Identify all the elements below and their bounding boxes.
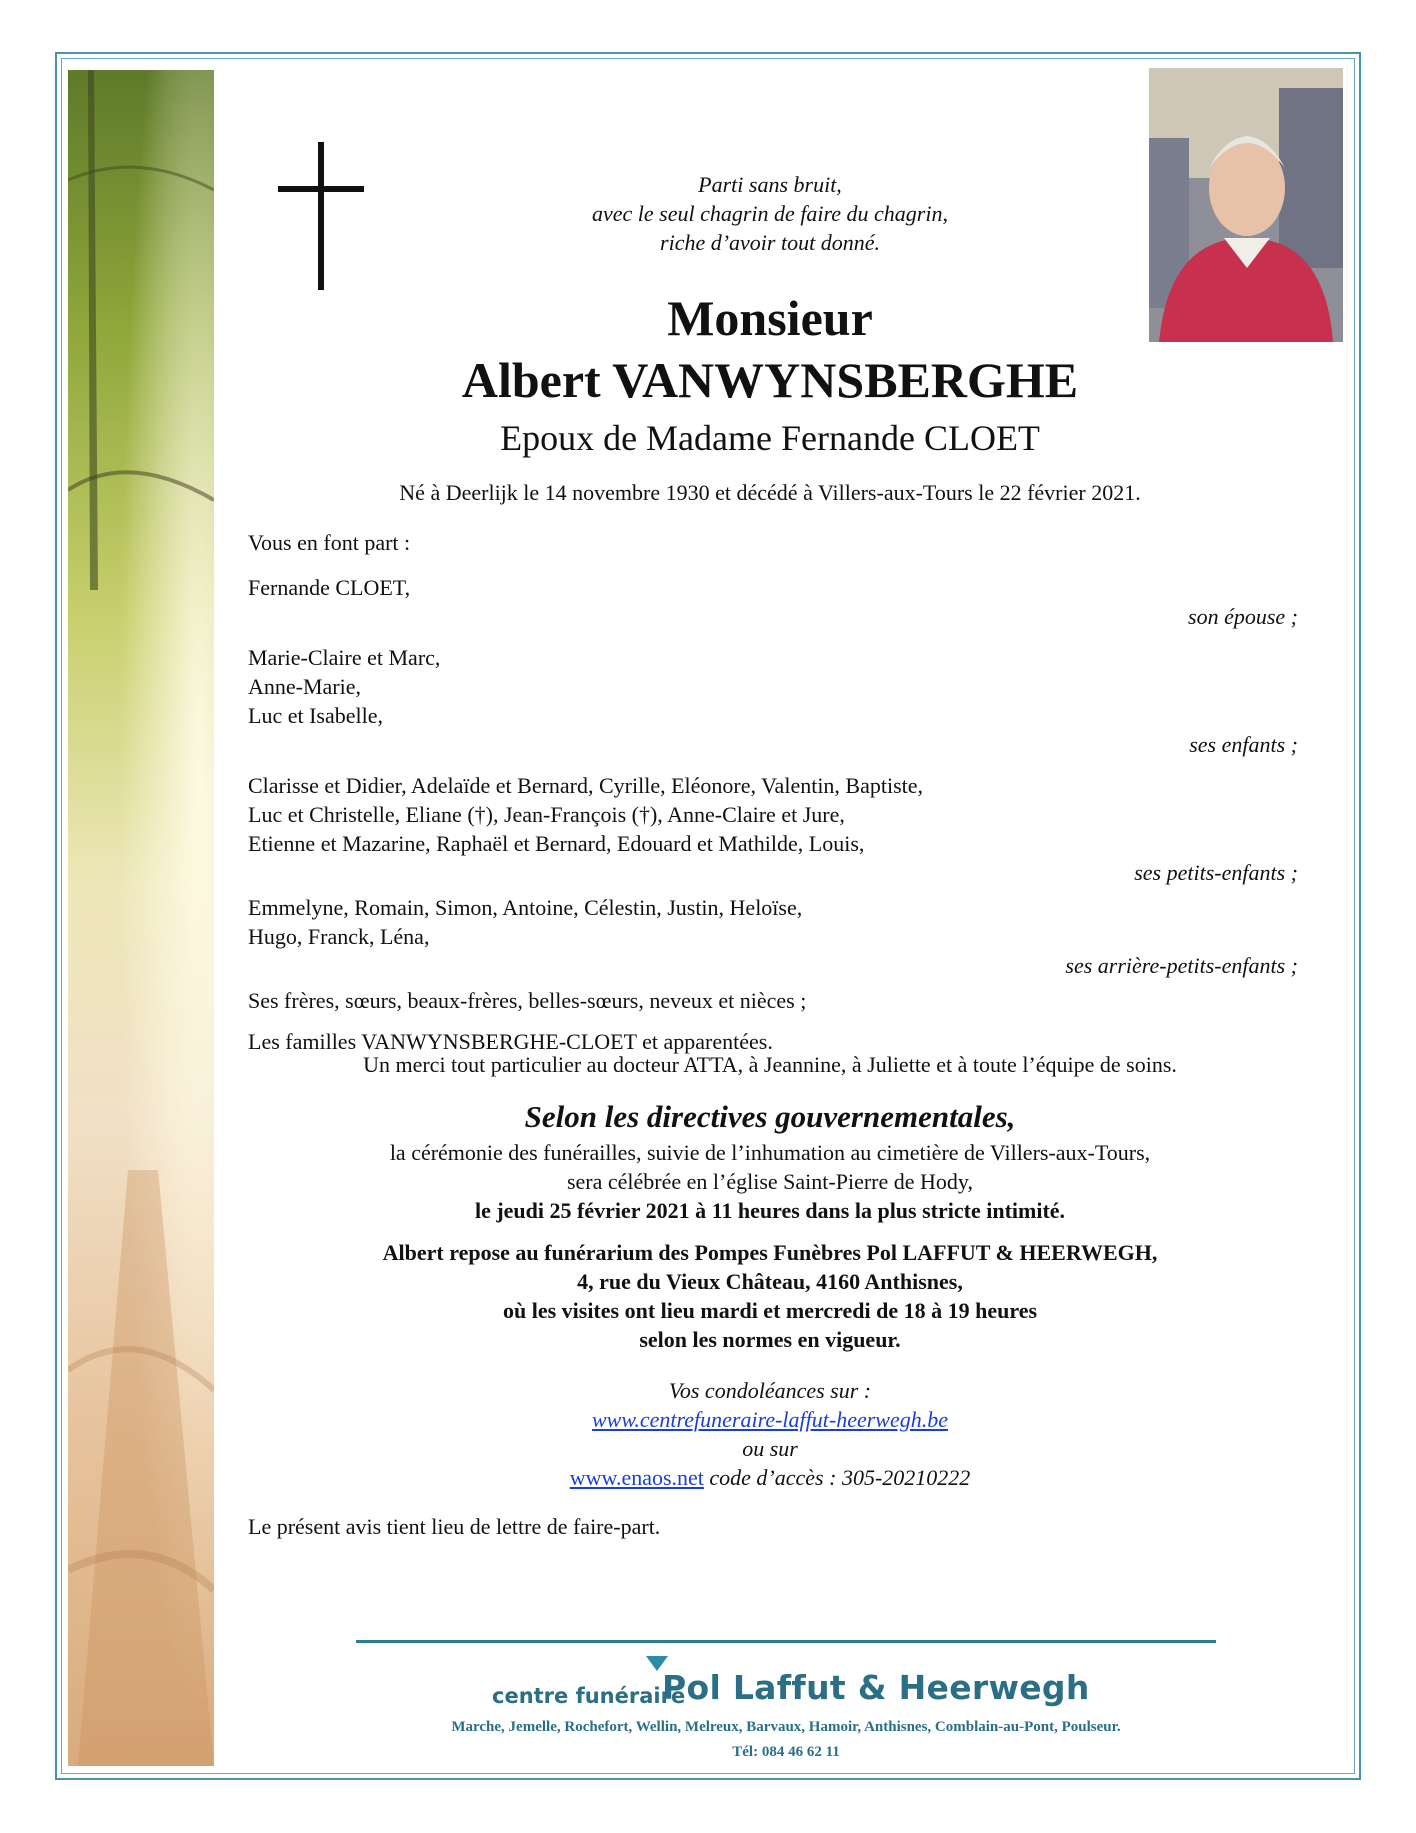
access-code: code d’accès : 305-20210222 xyxy=(703,1465,971,1490)
spouse-line: Epoux de Madame Fernande CLOET xyxy=(500,418,1040,458)
grandchildren-relation: ses petits-enfants ; xyxy=(1134,860,1298,885)
thanks-line: Un merci tout particulier au docteur ATTA, à Jeannine, à Juliette et à toute l’équipe de soins. xyxy=(363,1052,1177,1077)
children-line: Marie-Claire et Marc, xyxy=(248,645,441,670)
children-relation: ses enfants ; xyxy=(1189,732,1298,757)
great-grandchildren-list xyxy=(248,893,1298,951)
ceremony-line: la cérémonie des funérailles, suivie de l’inhumation au cimetière de Villers-aux-Tours, xyxy=(389,1140,1151,1165)
families-line: Les familles VANWYNSBERGHE-CLOET et apparentées. xyxy=(248,1029,773,1054)
cross-icon xyxy=(278,142,368,290)
children-list xyxy=(248,643,1298,730)
repose-line: Albert repose au funérarium des Pompes Funèbres Pol LAFFUT & HEERWEGH, xyxy=(382,1240,1158,1265)
logo-phone: Tél: 084 46 62 11 xyxy=(732,1744,840,1760)
ceremony-date: le jeudi 25 février 2021 à 11 heures dans la plus stricte intimité. xyxy=(474,1198,1066,1223)
quote xyxy=(460,170,1080,257)
logo-towns: Marche, Jemelle, Rochefort, Wellin, Melreux, Barvaux, Hamoir, Anthisnes, Comblain-au-Pont, Poulseur. xyxy=(451,1719,1121,1735)
forest-path-image xyxy=(68,70,214,1766)
closing-line: Le présent avis tient lieu de lettre de faire-part. xyxy=(248,1514,661,1539)
family-section xyxy=(248,528,1298,1056)
repose-line: où les visites ont lieu mardi et mercredi de 18 à 19 heures xyxy=(502,1298,1038,1323)
spouse-name: Fernande CLOET, xyxy=(248,575,411,600)
logo-brand: Pol Laffut & Heerwegh xyxy=(662,1668,1090,1707)
ceremony-details xyxy=(250,1138,1290,1225)
birth-death-line: Né à Deerlijk le 14 novembre 1930 et décédé à Villers-aux-Tours le 22 février 2021. xyxy=(399,480,1141,505)
condolences-or: ou sur xyxy=(742,1436,798,1461)
quote-line: riche d’avoir tout donné. xyxy=(660,230,880,255)
great-grandchildren-relation: ses arrière-petits-enfants ; xyxy=(1065,953,1298,978)
quote-line: Parti sans bruit, xyxy=(698,172,842,197)
grandchildren-line: Clarisse et Didier, Adelaïde et Bernard, Cyrille, Eléonore, Valentin, Baptiste, xyxy=(248,773,924,798)
children-line: Luc et Isabelle, xyxy=(248,703,383,728)
grandchildren-line: Luc et Christelle, Eliane (†), Jean-François (†), Anne-Claire et Jure, xyxy=(248,802,845,827)
children-line: Anne-Marie, xyxy=(248,674,362,699)
repose-block xyxy=(250,1238,1290,1354)
condolences-link-2[interactable]: www.enaos.net xyxy=(569,1465,704,1490)
repose-line: selon les normes en vigueur. xyxy=(639,1327,901,1352)
great-grandchildren-line: Hugo, Franck, Léna, xyxy=(248,924,430,949)
ceremony-heading: Selon les directives gouvernementales, xyxy=(524,1099,1016,1134)
condolences-label: Vos condoléances sur : xyxy=(668,1378,872,1403)
intro-text: Vous en font part : xyxy=(248,530,411,555)
title: Monsieur xyxy=(667,290,873,346)
deceased-name: Albert VANWYNSBERGHE xyxy=(461,352,1079,408)
grandchildren-list xyxy=(248,771,1298,858)
great-grandchildren-line: Emmelyne, Romain, Simon, Antoine, Célestin, Justin, Heloïse, xyxy=(248,895,803,920)
quote-line: avec le seul chagrin de faire du chagrin, xyxy=(592,201,948,226)
grandchildren-line: Etienne et Mazarine, Raphaël et Bernard, Edouard et Mathilde, Louis, xyxy=(248,831,865,856)
logo-subtitle: centre funéraire xyxy=(492,1684,686,1708)
repose-line: 4, rue du Vieux Château, 4160 Anthisnes, xyxy=(577,1269,963,1294)
footer-divider xyxy=(356,1640,1216,1643)
spouse-relation: son épouse ; xyxy=(1188,604,1298,629)
ceremony-line: sera célébrée en l’église Saint-Pierre de Hody, xyxy=(566,1169,973,1194)
condolences-link-1[interactable]: www.centrefuneraire-laffut-heerwegh.be xyxy=(592,1407,948,1432)
siblings-line: Ses frères, sœurs, beaux-frères, belles-sœurs, neveux et nièces ; xyxy=(248,988,807,1013)
condolences-block xyxy=(250,1376,1290,1492)
